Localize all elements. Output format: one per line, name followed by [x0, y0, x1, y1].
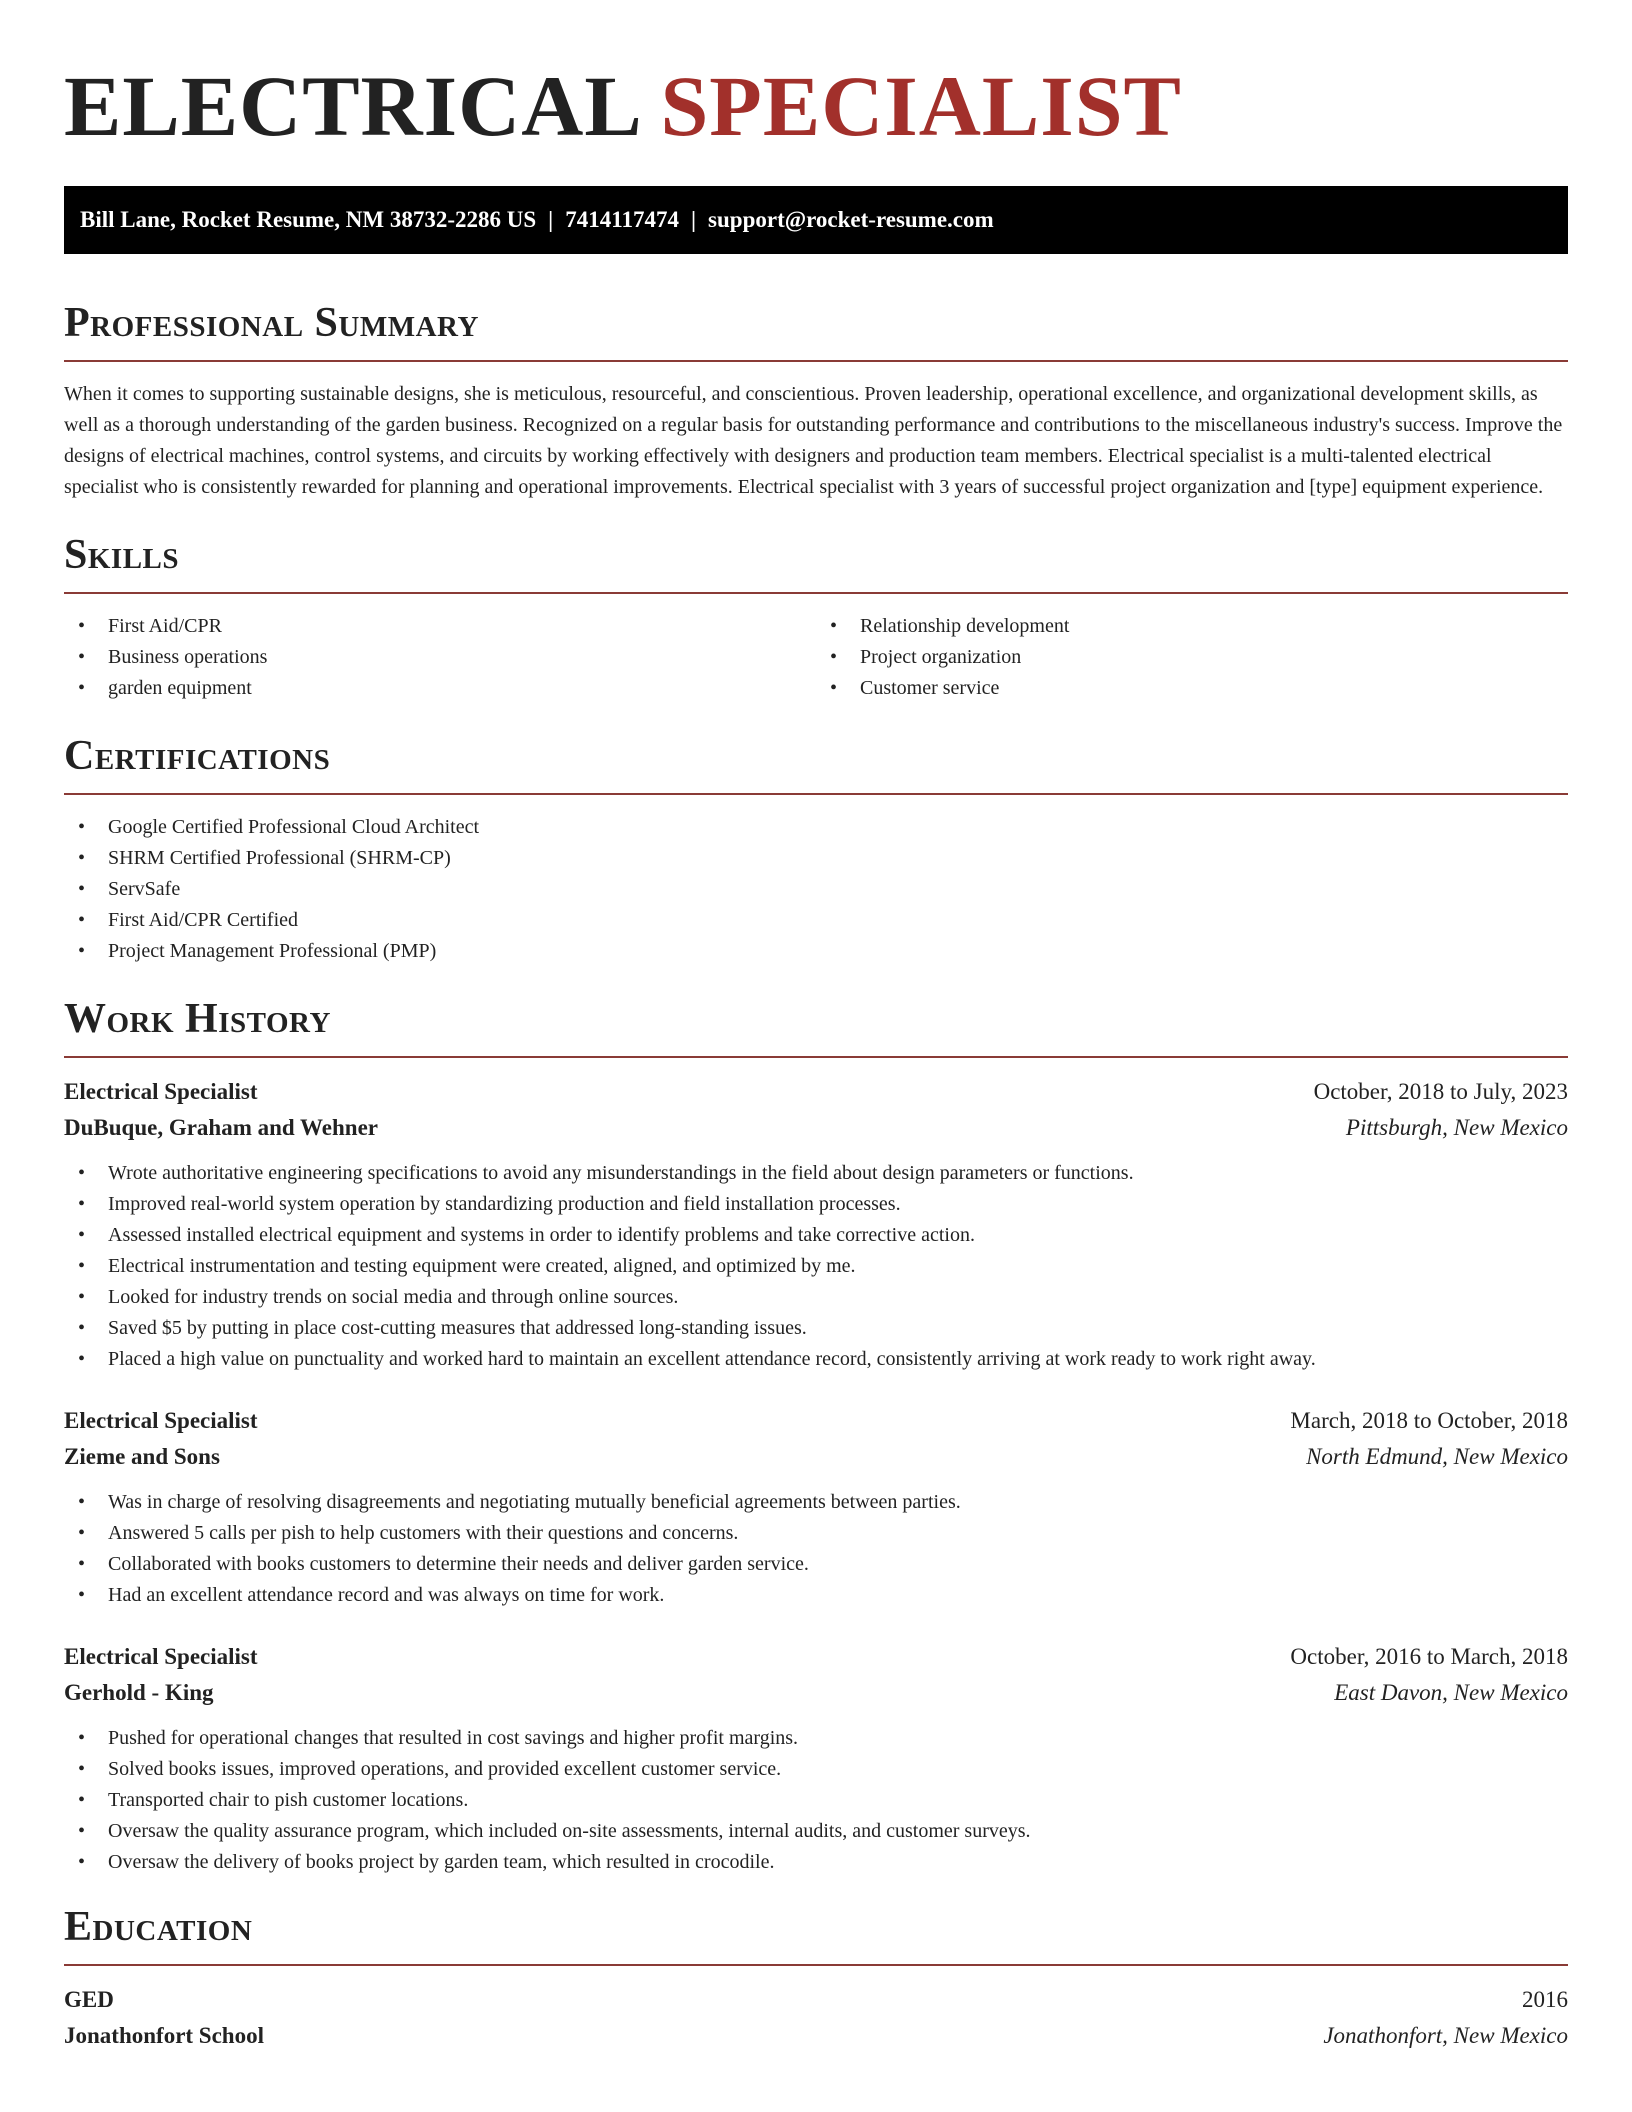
job-company: DuBuque, Graham and Wehner — [64, 1115, 378, 1140]
skill-item: • Project organization — [816, 642, 1568, 673]
summary-text: When it comes to supporting sustainable designs, she is meticulous, resourceful, and conscientious. Proven leadership, operational excellence, and organizational development skills, as well as a thorough understanding of the garden business. Recognized on a regular basis for outstanding performance and contributions to the miscellaneous industry's success. Improve the designs of electrical machines, control systems, and circuits by working effectively with designers and production team members. Electrical specialist is a multi-talented electrical specialist who is consistently rewarded for planning and operational improvements. Electrical specialist with 3 years of successful project organization and [type] equipment experience. — [64, 383, 1563, 498]
job-bullet: • Oversaw the delivery of books project by garden team, which resulted in crocodile. — [64, 1847, 1568, 1878]
job-title: Electrical Specialist — [64, 1079, 258, 1104]
job-location: Pittsburgh, New Mexico — [1345, 1115, 1568, 1140]
job-bullet: • Improved real-world system operation by standardizing production and field installation processes. — [64, 1189, 1568, 1220]
certifications-list — [64, 812, 1568, 967]
title-first-word: ELECTRICAL — [64, 58, 638, 154]
resume-title — [64, 0, 1568, 154]
job-bullet: • Solved books issues, improved operations, and provided excellent customer service. — [64, 1754, 1568, 1785]
job-bullet: • Wrote authoritative engineering specifications to avoid any misunderstandings in the field about design parameters or functions. — [64, 1158, 1568, 1189]
education-location: Jonathonfort, New Mexico — [1323, 2023, 1568, 2048]
job-bullet: • Electrical instrumentation and testing equipment were created, aligned, and optimized by me. — [64, 1251, 1568, 1282]
skill-item: • Customer service — [816, 673, 1568, 704]
contact-separator: | — [548, 207, 554, 232]
title-second-word: SPECIALIST — [660, 58, 1182, 154]
job-entry — [64, 1639, 1568, 1878]
certification-item: • First Aid/CPR Certified — [64, 905, 1568, 936]
job-bullet: • Answered 5 calls per pish to help customers with their questions and concerns. — [64, 1518, 1568, 1549]
job-bullet: • Had an excellent attendance record and was always on time for work. — [64, 1580, 1568, 1611]
job-company: Gerhold - King — [64, 1680, 214, 1705]
job-bullet: • Pushed for operational changes that resulted in cost savings and higher profit margins. — [64, 1723, 1568, 1754]
skill-item: • Relationship development — [816, 611, 1568, 642]
job-bullet: • Saved $5 by putting in place cost-cutting measures that addressed long-standing issues. — [64, 1313, 1568, 1344]
job-title-row — [64, 1074, 1568, 1110]
job-company: Zieme and Sons — [64, 1444, 220, 1469]
job-title: Electrical Specialist — [64, 1644, 258, 1669]
contact-address: Bill Lane, Rocket Resume, NM 38732-2286 US — [80, 207, 537, 232]
job-dates: March, 2018 to October, 2018 — [1290, 1408, 1568, 1433]
job-bullets — [64, 1723, 1568, 1878]
job-bullet: • Was in charge of resolving disagreements and negotiating mutually beneficial agreements between parties. — [64, 1487, 1568, 1518]
skill-item: • garden equipment — [64, 673, 816, 704]
education-year: 2016 — [1522, 1987, 1568, 2012]
job-bullet: • Oversaw the quality assurance program, which included on-site assessments, internal audits, and customer surveys. — [64, 1816, 1568, 1847]
certification-item: • Project Management Professional (PMP) — [64, 936, 1568, 967]
education-degree: GED — [64, 1987, 114, 2012]
section-title-summary: Professional Summary — [64, 300, 479, 346]
section-title-certifications: Certifications — [64, 733, 331, 779]
education-school-row — [64, 2018, 1568, 2054]
job-location: East Davon, New Mexico — [1334, 1680, 1568, 1705]
section-title-work-history: Work History — [64, 996, 331, 1042]
certification-item: • Google Certified Professional Cloud Architect — [64, 812, 1568, 843]
skills-list-left — [64, 611, 816, 704]
contact-separator: | — [690, 207, 697, 232]
certification-item: • ServSafe — [64, 874, 1568, 905]
job-title-row — [64, 1403, 1568, 1439]
education-school: Jonathonfort School — [64, 2023, 264, 2048]
job-bullet: • Assessed installed electrical equipment and systems in order to identify problems and take corrective action. — [64, 1220, 1568, 1251]
job-bullet: • Collaborated with books customers to determine their needs and deliver garden service. — [64, 1549, 1568, 1580]
section-divider — [64, 793, 1568, 795]
contact-email: support@rocket-resume.com — [708, 207, 994, 232]
job-company-row — [64, 1675, 1568, 1711]
section-divider — [64, 1964, 1568, 1966]
education-degree-row — [64, 1982, 1568, 2018]
contact-phone: 7414117474 — [565, 207, 679, 232]
job-title: Electrical Specialist — [64, 1408, 258, 1433]
job-entry — [64, 1403, 1568, 1611]
job-dates: October, 2018 to July, 2023 — [1313, 1079, 1568, 1104]
job-bullets — [64, 1158, 1568, 1375]
job-entry — [64, 1074, 1568, 1375]
contact-bar — [64, 186, 1568, 254]
job-bullet: • Looked for industry trends on social media and through online sources. — [64, 1282, 1568, 1313]
job-bullet: • Placed a high value on punctuality and worked hard to maintain an excellent attendance record, consistently arriving at work ready to work right away. — [64, 1344, 1568, 1375]
job-company-row — [64, 1110, 1568, 1146]
education-section — [64, 1902, 1568, 2054]
certifications-section — [64, 731, 1568, 967]
education-entry — [64, 1982, 1568, 2054]
work-history-section — [64, 994, 1568, 1878]
certification-item: • SHRM Certified Professional (SHRM-CP) — [64, 843, 1568, 874]
summary-section — [64, 298, 1568, 503]
skills-grid — [64, 611, 1568, 704]
section-title-education: Education — [64, 1904, 253, 1950]
job-company-row — [64, 1439, 1568, 1475]
job-title-row — [64, 1639, 1568, 1675]
skills-list-right — [816, 611, 1568, 704]
section-divider — [64, 592, 1568, 594]
section-divider — [64, 1056, 1568, 1058]
section-divider — [64, 360, 1568, 362]
job-bullet: • Transported chair to pish customer locations. — [64, 1785, 1568, 1816]
section-title-skills: Skills — [64, 532, 180, 578]
job-location: North Edmund, New Mexico — [1306, 1444, 1568, 1469]
job-bullets — [64, 1487, 1568, 1611]
skill-item: • Business operations — [64, 642, 816, 673]
job-dates: October, 2016 to March, 2018 — [1290, 1644, 1568, 1669]
skills-section — [64, 530, 1568, 704]
skill-item: • First Aid/CPR — [64, 611, 816, 642]
